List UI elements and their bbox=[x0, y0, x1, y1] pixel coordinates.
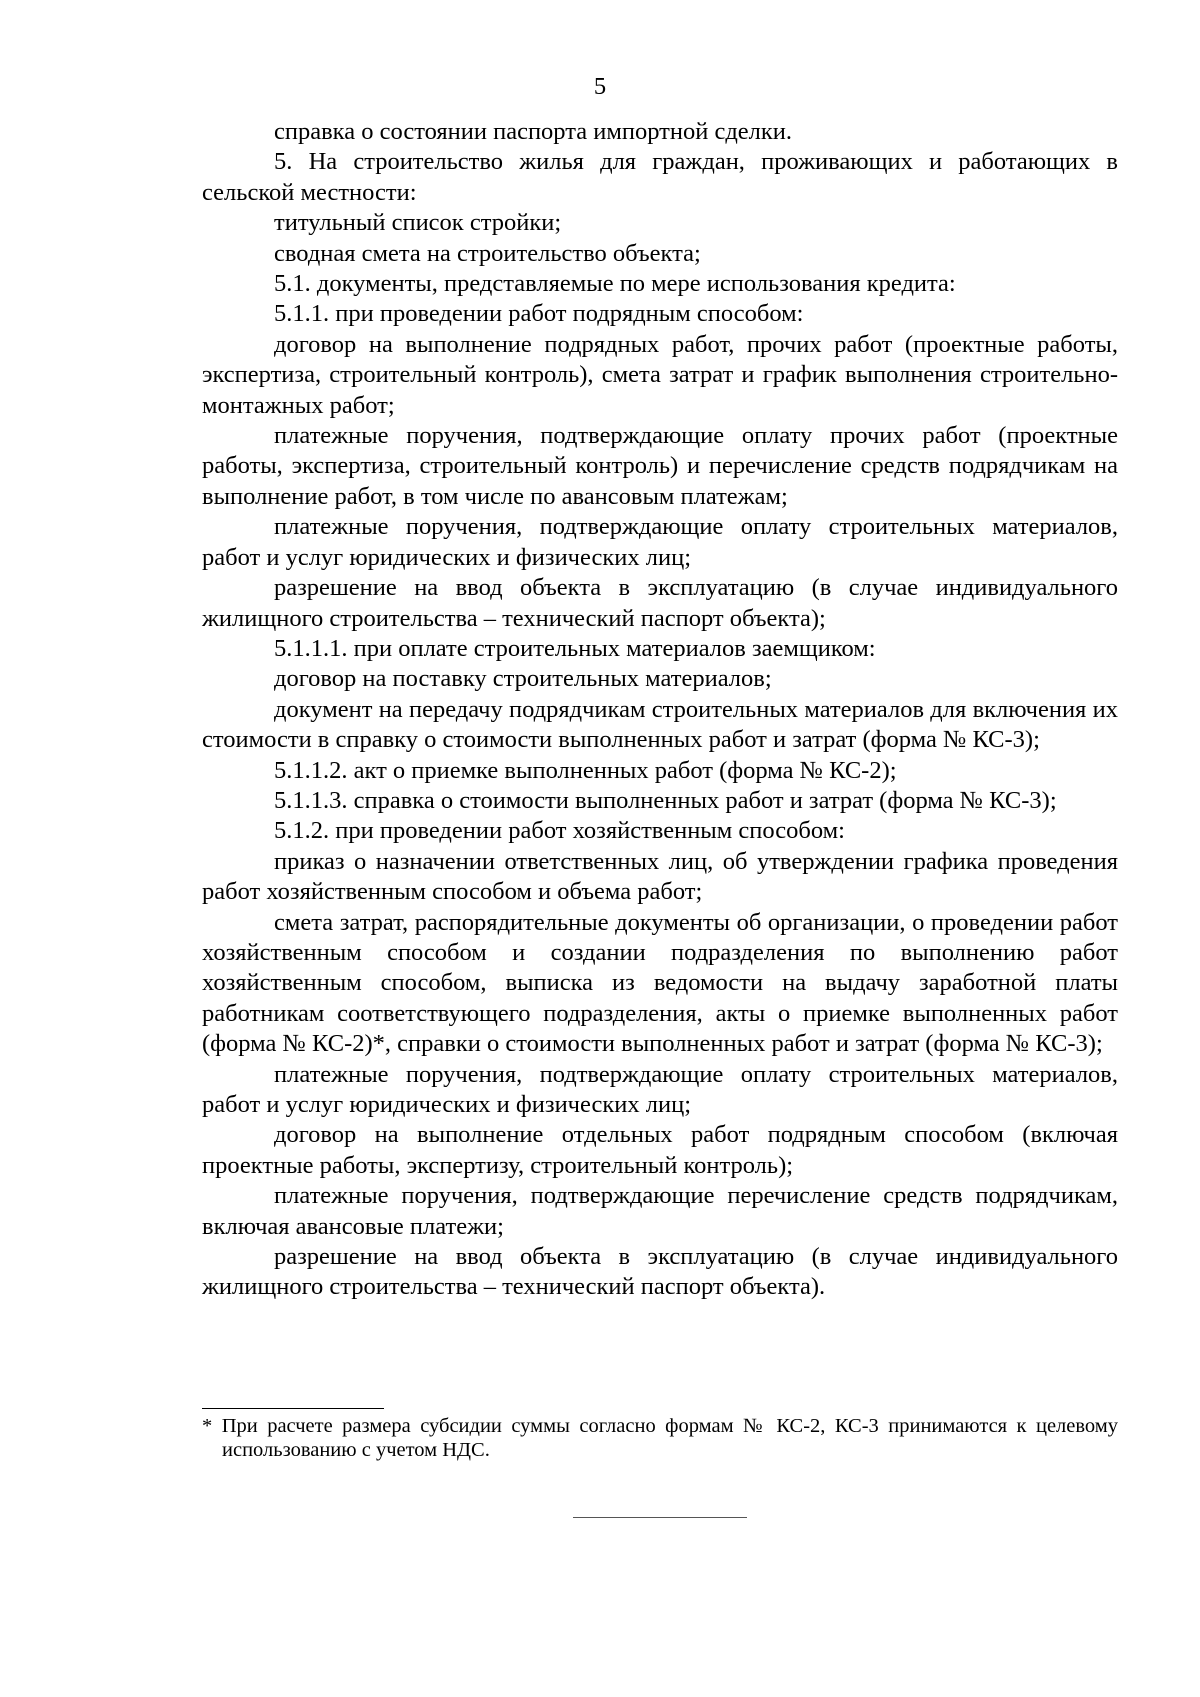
paragraph: разрешение на ввод объекта в эксплуатацию (в случае индивидуального жилищного строительства – технический паспорт объекта). bbox=[202, 1243, 1118, 1301]
paragraph: 5. На строительство жилья для граждан, проживающих и работающих в сельской местности: bbox=[202, 148, 1118, 206]
paragraph: смета затрат, распорядительные документы об организации, о проведении работ хозяйственным способом и создании подразделения по выполнению работ хозяйственным способом, выписка из ведомости на выдачу заработной платы работникам соответствующего подразделения, акты о приемке выполненных работ (форма № КС-2)*, справки о стоимости выполненных работ и затрат (форма № КС-3); bbox=[202, 908, 1118, 1058]
paragraph: документ на передачу подрядчикам строительных материалов для включения их стоимости в справку о стоимости выполненных работ и затрат (форма № КС-3); bbox=[202, 695, 1118, 754]
paragraph: платежные поручения, подтверждающие оплату строительных материалов, работ и услуг юридических и физических лиц; bbox=[202, 1060, 1118, 1118]
paragraph: разрешение на ввод объекта в эксплуатацию (в случае индивидуального жилищного строительства – технический паспорт объекта); bbox=[202, 574, 1118, 632]
paragraph: договор на выполнение отдельных работ подрядным способом (включая проектные работы, экспертизу, строительный контроль); bbox=[202, 1121, 1118, 1179]
paragraph: 5.1.2. при проведении работ хозяйственным способом: bbox=[274, 817, 845, 845]
paragraph: титульный список стройки; bbox=[274, 209, 562, 237]
paragraph: сводная смета на строительство объекта; bbox=[274, 239, 701, 267]
paragraph: платежные поручения, подтверждающие оплату прочих работ (проектные работы, экспертиза, строительный контроль) и перечисление средств подрядчикам на выполнение работ, в том числе по авансовым платежам; bbox=[202, 422, 1118, 510]
paragraph: справка о состоянии паспорта импортной сделки. bbox=[274, 118, 793, 145]
footnote: * При расчете размера субсидии суммы согласно формам № КС-2, КС-3 принимаются к целевому использованию с учетом НДС. bbox=[202, 1415, 1118, 1461]
paragraph: приказ о назначении ответственных лиц, об утверждении графика проведения работ хозяйственным способом и объема работ; bbox=[202, 847, 1118, 906]
paragraph: договор на выполнение подрядных работ, прочих работ (проектные работы, экспертиза, строительный контроль), смета затрат и график выполнения строительно-монтажных работ; bbox=[202, 330, 1118, 419]
paragraph: платежные поручения, подтверждающие перечисление средств подрядчикам, включая авансовые платежи; bbox=[202, 1182, 1118, 1240]
paragraph: 5.1.1. при проведении работ подрядным способом: bbox=[274, 300, 804, 328]
paragraph: договор на поставку строительных материалов; bbox=[274, 665, 772, 693]
paragraph: 5.1.1.1. при оплате строительных материалов заемщиком: bbox=[274, 634, 876, 662]
paragraph: 5.1.1.3. справка о стоимости выполненных работ и затрат (форма № КС-3); bbox=[274, 786, 1057, 814]
end-of-page-line bbox=[573, 1517, 747, 1518]
document-body bbox=[202, 117, 1118, 1303]
page-number: 5 bbox=[593, 73, 607, 100]
paragraph: 5.1.1.2. акт о приемке выполненных работ (форма № КС-2); bbox=[274, 756, 897, 784]
paragraph: 5.1. документы, представляемые по мере использования кредита: bbox=[274, 270, 956, 298]
footnote-separator bbox=[202, 1408, 384, 1409]
paragraph: платежные поручения, подтверждающие оплату строительных материалов, работ и услуг юридических и физических лиц; bbox=[202, 513, 1118, 571]
